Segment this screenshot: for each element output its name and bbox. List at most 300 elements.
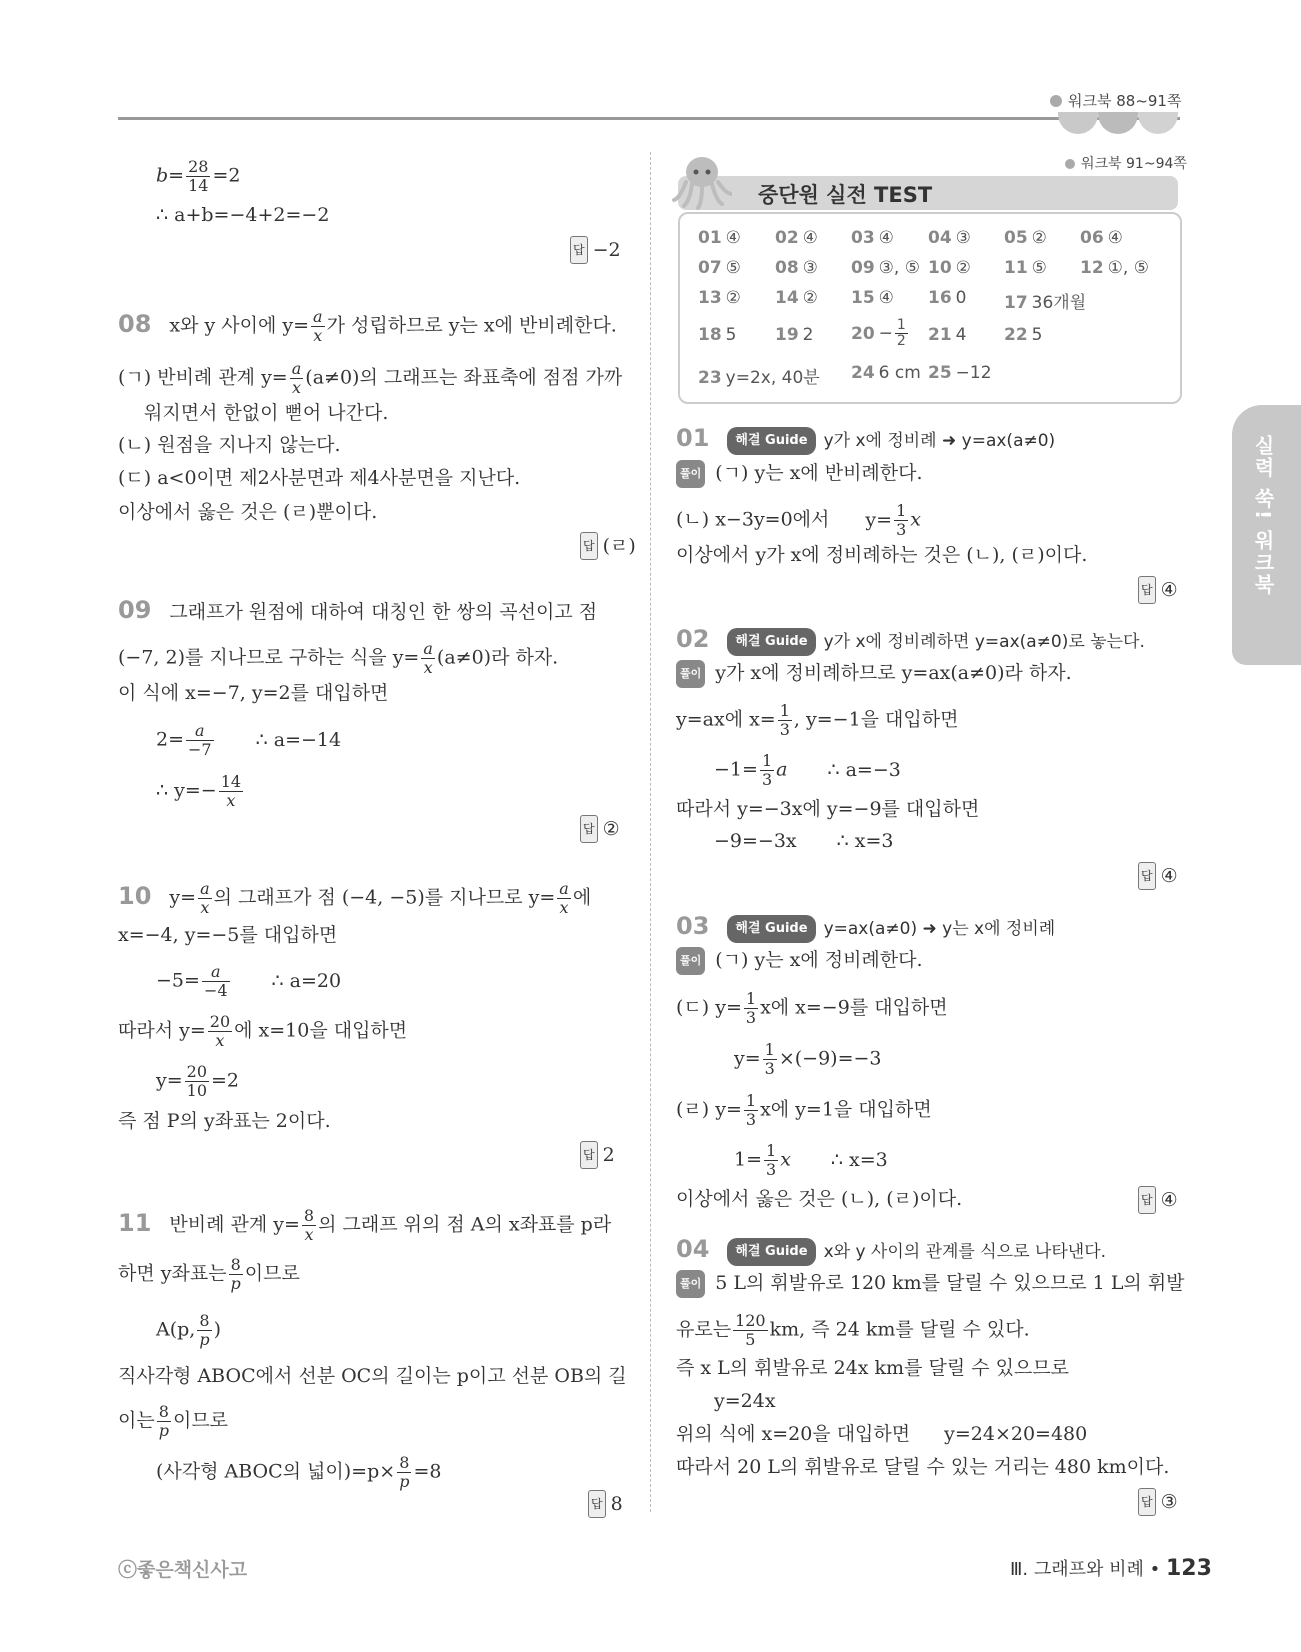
answer: [580, 815, 620, 843]
answer-key-item: [698, 228, 741, 248]
item-number: 17: [1004, 293, 1028, 313]
fraction: [198, 880, 212, 917]
text-line: 직사각형 ABOC에서 선분 OC의 길이는 p이고 선분 OB의 길: [118, 1365, 627, 1387]
numerator: 1: [761, 751, 773, 770]
answer: [580, 532, 636, 560]
denominator: 2: [896, 333, 906, 349]
text-line: [118, 1013, 407, 1050]
item-number: 11: [1004, 258, 1028, 278]
answer-key-item: [928, 363, 992, 383]
denominator: 3: [745, 1008, 757, 1027]
item-number: 06: [1080, 228, 1104, 248]
solution-badge: 풀이: [676, 660, 705, 688]
numerator: 1: [896, 501, 907, 520]
text-line: [676, 990, 948, 1027]
denominator: p: [199, 1330, 210, 1349]
text: (a≠0)의 그래프는 좌표축에 점점 가까: [305, 366, 623, 389]
text: 에 x=10을 대입하면: [234, 1019, 408, 1042]
solution-number: 03: [676, 912, 710, 940]
item-answer: 4: [955, 325, 967, 345]
answer-mark-icon: 답: [580, 532, 598, 560]
fraction: [208, 1013, 232, 1050]
item-number: 09: [851, 258, 875, 278]
text: ∴ x=3: [836, 830, 894, 852]
solution-number: 04: [676, 1235, 710, 1263]
answer-key-item: [775, 258, 818, 278]
item-number: 02: [775, 228, 799, 248]
fraction: [311, 308, 325, 345]
fraction: [778, 702, 792, 739]
question-11: [118, 1207, 611, 1244]
denominator: x: [423, 658, 433, 677]
answer-key-item: [851, 258, 920, 278]
item-answer: ④: [1107, 228, 1123, 248]
fraction: [185, 1063, 209, 1100]
numerator: 1: [745, 1091, 757, 1110]
text: y=: [169, 886, 197, 909]
fraction: [219, 773, 243, 810]
numerator: 8: [303, 1206, 315, 1225]
fraction: [290, 360, 304, 397]
text: , y=−1을 대입하면: [793, 708, 959, 731]
text: −9=−3x: [714, 830, 797, 852]
chapter-title: Ⅲ. 그래프와 비례: [1010, 1559, 1144, 1580]
item-number: 14: [775, 288, 799, 308]
text-line: 이상에서 y가 x에 정비례하는 것은 (ㄴ), (ㄹ)이다.: [676, 544, 1088, 566]
text: y가 x에 정비례하므로 y=ax(a≠0)라 하자.: [715, 662, 1072, 684]
answer-key-item: [851, 288, 894, 308]
guide-badge: 해결 Guide: [727, 628, 815, 656]
answer-mark-icon: 답: [580, 1141, 598, 1169]
fraction: [733, 1312, 768, 1349]
fraction: [421, 640, 435, 677]
answer-key-item: [775, 228, 818, 248]
question-number: 10: [118, 881, 152, 910]
text: km, 즉 24 km를 달릴 수 있다.: [769, 1318, 1030, 1341]
text: 하면 y좌표는: [118, 1262, 227, 1285]
text-line: [118, 1256, 300, 1293]
text-line: [118, 640, 558, 677]
guide-text: x와 y 사이의 관계를 식으로 나타낸다.: [823, 1242, 1107, 1262]
text: =2: [211, 1069, 240, 1092]
answer: [1138, 1186, 1178, 1214]
fraction: [202, 963, 230, 1000]
octopus-mascot-icon: [672, 150, 732, 210]
text-line: 따라서 20 L의 휘발유로 달릴 수 있는 거리는 480 km이다.: [676, 1456, 1170, 1478]
item-answer: ②: [725, 288, 741, 308]
text: ×(−9)=−3: [778, 1047, 882, 1070]
answer-value: ②: [602, 818, 620, 840]
text: ∴ a=−3: [827, 758, 901, 781]
denominator: p: [399, 1472, 410, 1491]
text: A(p,: [156, 1318, 196, 1341]
workbook-reference-text: 워크북 91~94쪽: [1081, 156, 1187, 172]
text: (a≠0)라 하자.: [436, 646, 559, 669]
text: 2=: [156, 728, 185, 751]
denominator: 3: [761, 770, 773, 789]
text-line: [118, 360, 622, 397]
answer-value: ④: [1160, 579, 1178, 601]
answer-mark-icon: 답: [1138, 576, 1156, 604]
denominator: x: [215, 1031, 225, 1050]
answer-key-item: [1004, 228, 1047, 248]
item-number: 24: [851, 363, 875, 383]
denominator: 5: [745, 1330, 756, 1349]
numerator: 8: [197, 1312, 211, 1331]
answer-value: ③: [1160, 1491, 1178, 1513]
answer-key-item: [928, 228, 971, 248]
text: (−7, 2)를 지나므로 구하는 식을 y=: [118, 646, 420, 669]
answer-key-item: [698, 325, 737, 345]
denominator: p: [158, 1421, 169, 1440]
guide-text: y가 x에 정비례 ➜ y=ax(a≠0): [823, 431, 1056, 451]
item-number: 07: [698, 258, 722, 278]
eq-line: [734, 1041, 882, 1078]
text-line: 이상에서 옳은 것은 (ㄹ)뿐이다.: [118, 501, 378, 523]
answer-key-item: [851, 363, 921, 383]
denominator: p: [230, 1274, 241, 1293]
text-line: 즉 점 P의 y좌표는 2이다.: [118, 1110, 331, 1132]
eq-line: [156, 1312, 221, 1349]
text: −1=: [714, 758, 758, 781]
numerator: 20: [209, 1012, 231, 1031]
item-number: 08: [775, 258, 799, 278]
item-answer: ④: [725, 228, 741, 248]
answer-key-item: [851, 318, 910, 349]
item-answer: 36개월: [1031, 293, 1087, 313]
answer-value: −2: [592, 239, 621, 261]
text: (ㄱ) 반비례 관계 y=: [118, 366, 288, 389]
side-tab-label: 실력 쑥! 워크북: [1251, 435, 1275, 597]
text: ∴ y=−: [156, 779, 217, 802]
text-line: [676, 947, 923, 975]
publisher-logo: ⓒ좋은책신사고: [118, 1559, 248, 1581]
question-10: [118, 880, 591, 917]
text: ∴ x=3: [830, 1148, 888, 1171]
numerator: a: [200, 879, 210, 898]
item-number: 23: [698, 368, 722, 388]
guide-text: y가 x에 정비례하면 y=ax(a≠0)로 놓는다.: [823, 632, 1145, 652]
numerator: 8: [157, 1403, 171, 1422]
answer-mark-icon: 답: [1138, 862, 1156, 890]
solution-04: [676, 1236, 1106, 1266]
text: 의 그래프 위의 점 A의 x좌표를 p라: [318, 1213, 612, 1236]
bullet-dot-icon: [1050, 95, 1062, 107]
item-number: 13: [698, 288, 722, 308]
question-number: 08: [118, 309, 152, 338]
solution-02: [676, 626, 1145, 656]
eq-line: y=24x: [714, 1390, 776, 1412]
denominator: 10: [186, 1081, 208, 1100]
decorative-wave: [1058, 112, 1098, 134]
answer: [1138, 576, 1178, 604]
denominator: 14: [188, 176, 209, 195]
eq-line: [156, 1063, 239, 1100]
numerator: a: [202, 963, 230, 982]
answer: [588, 1490, 623, 1518]
text: −5=: [156, 969, 200, 992]
guide-badge: 해결 Guide: [727, 427, 815, 455]
answer: [1138, 862, 1178, 890]
text: (사각형 ABOC의 넓이)=p×: [156, 1460, 396, 1483]
answer-key-item: [851, 228, 894, 248]
item-number: 16: [928, 288, 952, 308]
answer-key-item: [1004, 258, 1047, 278]
denominator: x: [226, 791, 236, 810]
item-answer: 0: [955, 288, 967, 308]
numerator: 28: [188, 157, 209, 176]
text-line: (ㄷ) a<0이면 제2사분면과 제4사분면을 지난다.: [118, 467, 521, 489]
item-number: 18: [698, 325, 722, 345]
answer-key-item: [928, 258, 971, 278]
answer-mark-icon: 답: [588, 1490, 606, 1518]
numerator: 20: [186, 1062, 208, 1081]
text-line: [676, 1312, 1030, 1349]
item-answer: ③: [955, 228, 971, 248]
text: y=24×20=480: [944, 1423, 1088, 1445]
text: x: [910, 508, 921, 531]
workbook-reference-text: 워크북 88~91쪽: [1068, 92, 1182, 110]
fraction: [744, 1092, 758, 1129]
answer-key-item: [698, 288, 741, 308]
fraction: [397, 1454, 411, 1491]
answer-key-item: [1004, 325, 1043, 345]
eq-line: [714, 828, 894, 854]
numerator: 1: [764, 1040, 775, 1059]
text: b=: [156, 164, 185, 187]
fraction: [763, 1041, 777, 1078]
eq-line: [734, 1142, 888, 1179]
text: ∴ a=−14: [255, 728, 342, 751]
text: 에: [572, 886, 592, 909]
numerator: a: [559, 879, 569, 898]
text-line: 이상에서 옳은 것은 (ㄴ), (ㄹ)이다.: [676, 1188, 963, 1210]
header-rule: [118, 117, 1180, 120]
text: 위의 식에 x=20을 대입하면: [676, 1423, 911, 1445]
question-09: [118, 597, 597, 625]
text: 의 그래프가 점 (−4, −5)를 지나므로 y=: [213, 886, 556, 909]
eq-line: [156, 1454, 441, 1491]
question-number: 09: [118, 596, 152, 624]
text: 1=: [734, 1148, 763, 1171]
text-line: [676, 1421, 1087, 1447]
item-answer: ④: [802, 228, 818, 248]
item-number: 21: [928, 325, 952, 345]
item-number: 05: [1004, 228, 1028, 248]
text: 5 L의 휘발유로 120 km를 달릴 수 있으므로 1 L의 휘발: [715, 1272, 1185, 1294]
text-line: 따라서 y=−3x에 y=−9를 대입하면: [676, 798, 980, 820]
denominator: 3: [764, 1059, 775, 1078]
text: =8: [413, 1460, 442, 1483]
text-line: 즉 x L의 휘발유로 24x km를 달릴 수 있으므로: [676, 1357, 1070, 1379]
text-line: x=−4, y=−5를 대입하면: [118, 924, 338, 946]
text-line: [676, 460, 923, 488]
decorative-wave: [1098, 112, 1138, 134]
denominator: 3: [745, 1110, 757, 1129]
item-answer: y=2x, 40분: [725, 368, 820, 388]
question-number: 11: [118, 1208, 152, 1237]
denominator: −4: [203, 981, 228, 1000]
text: 이는: [118, 1409, 155, 1432]
item-answer: ②: [1031, 228, 1047, 248]
numerator: a: [186, 722, 214, 741]
answer-key-item: [928, 288, 967, 308]
answer-key-item: [698, 258, 741, 278]
page-footer: [1010, 1555, 1212, 1581]
text-line: [676, 502, 921, 539]
answer-mark-icon: 답: [1138, 1488, 1156, 1516]
numerator: 1: [745, 989, 757, 1008]
text: =2: [212, 164, 241, 187]
numerator: 8: [229, 1256, 243, 1275]
answer-key-item: [775, 288, 818, 308]
answer-value: 8: [610, 1493, 623, 1515]
text-line: [676, 702, 958, 739]
text: x: [780, 1148, 791, 1171]
text: a: [776, 758, 788, 781]
answer-key-item: [1004, 288, 1086, 313]
text: y=ax에 x=: [676, 708, 776, 731]
answer-key-item: [775, 325, 814, 345]
eq-line: [156, 773, 245, 810]
answer-value: (ㄹ): [602, 535, 636, 557]
denominator: 3: [766, 1160, 777, 1179]
numerator: 8: [397, 1454, 411, 1473]
text: y=: [734, 1047, 761, 1070]
numerator: 1: [896, 317, 906, 333]
text: y=: [156, 1069, 183, 1092]
fraction: [764, 1142, 778, 1179]
footer-bullet: •: [1149, 1559, 1161, 1580]
guide-badge: 해결 Guide: [727, 1238, 815, 1266]
fraction: [894, 502, 908, 539]
answer-mark-icon: 답: [580, 815, 598, 843]
numerator: a: [313, 307, 323, 326]
denominator: x: [291, 378, 302, 397]
text: x에 y=1을 대입하면: [760, 1098, 932, 1121]
solution-badge: 풀이: [676, 1270, 705, 1298]
eq-line: [156, 722, 341, 759]
item-number: 15: [851, 288, 875, 308]
answer-key-item: [698, 363, 820, 388]
text: 따라서 y=: [118, 1019, 206, 1042]
text: 반비례 관계 y=: [169, 1213, 300, 1236]
item-answer: ④: [878, 228, 894, 248]
text-line: [676, 1092, 932, 1129]
answer-key-item: [1080, 228, 1123, 248]
denominator: x: [200, 898, 210, 917]
text: (ㄹ) y=: [676, 1098, 742, 1121]
text-line: [676, 1270, 1185, 1298]
text-line: 워지면서 한없이 뻗어 나간다.: [144, 402, 389, 424]
solution-03: [676, 913, 1055, 943]
text: 그래프가 원점에 대하여 대칭인 한 쌍의 곡선이고 점: [169, 601, 598, 623]
text-line: 이 식에 x=−7, y=2를 대입하면: [118, 682, 389, 704]
test-title: 중단원 실전 TEST: [758, 183, 933, 207]
fraction: [186, 158, 210, 195]
fraction: [895, 318, 908, 349]
fraction: [157, 1403, 171, 1440]
text: x에 x=−9를 대입하면: [760, 996, 948, 1019]
text: 이므로: [244, 1262, 300, 1285]
item-answer: 2: [802, 325, 814, 345]
eq-line: [714, 752, 901, 789]
item-answer: 5: [725, 325, 737, 345]
denominator: x: [304, 1225, 314, 1244]
denominator: x: [313, 326, 323, 345]
text-line: [676, 660, 1072, 688]
text: (ㄱ) y는 x에 정비례한다.: [715, 949, 923, 971]
bullet-dot-icon: [1065, 159, 1075, 169]
answer-key-item: [928, 325, 967, 345]
numerator: a: [423, 639, 433, 658]
text: 가 성립하므로 y는 x에 반비례한다.: [326, 314, 617, 337]
item-number: 19: [775, 325, 799, 345]
answer-mark-icon: 답: [1138, 1186, 1156, 1214]
item-number: 01: [698, 228, 722, 248]
text-line: [118, 1403, 228, 1440]
workbook-reference-top: [1050, 90, 1181, 111]
item-answer: ②: [802, 288, 818, 308]
fraction: [229, 1256, 243, 1293]
item-answer: ②: [955, 258, 971, 278]
denominator: −7: [188, 740, 212, 759]
text: ∴ a=20: [271, 969, 342, 992]
item-number: 12: [1080, 258, 1104, 278]
text: (ㄴ) x−3y=0에서: [676, 508, 830, 531]
item-number: 03: [851, 228, 875, 248]
answer-mark-icon: 답: [570, 236, 588, 264]
text: 이므로: [172, 1409, 229, 1432]
item-number: 04: [928, 228, 952, 248]
item-answer: ⑤: [725, 258, 741, 278]
answer-value: 2: [602, 1144, 615, 1166]
item-answer: 6 cm: [878, 363, 921, 383]
guide-badge: 해결 Guide: [727, 915, 815, 943]
text: ): [213, 1318, 222, 1341]
item-number: 25: [928, 363, 952, 383]
solution-badge: 풀이: [676, 947, 705, 975]
denominator: x: [559, 898, 569, 917]
eq-line: ∴ a+b=−4+2=−2: [156, 204, 330, 226]
text: x와 y 사이에 y=: [169, 314, 310, 337]
fraction: [197, 1312, 211, 1349]
numerator: 14: [220, 772, 242, 791]
question-08: [118, 308, 617, 345]
fraction: [302, 1207, 316, 1244]
eq-line: [156, 963, 341, 1000]
fraction: [744, 990, 758, 1027]
workbook-reference-right: [1065, 153, 1187, 173]
item-answer: −: [878, 323, 893, 344]
test-header-banner: [678, 176, 1178, 210]
eq-line: [156, 158, 240, 195]
answer-value: ④: [1160, 865, 1178, 887]
text: (ㄷ) y=: [676, 996, 742, 1019]
item-answer: ⑤: [1031, 258, 1047, 278]
item-answer: −12: [955, 363, 992, 383]
item-number: 22: [1004, 325, 1028, 345]
numerator: 1: [766, 1141, 777, 1160]
solution-01: [676, 425, 1055, 455]
answer-key-item: [1080, 258, 1149, 278]
numerator: a: [291, 359, 302, 378]
fraction: [186, 722, 214, 759]
answer: [1138, 1488, 1178, 1516]
answer: [570, 236, 621, 264]
denominator: 3: [779, 720, 790, 739]
numerator: 120: [735, 1311, 766, 1330]
